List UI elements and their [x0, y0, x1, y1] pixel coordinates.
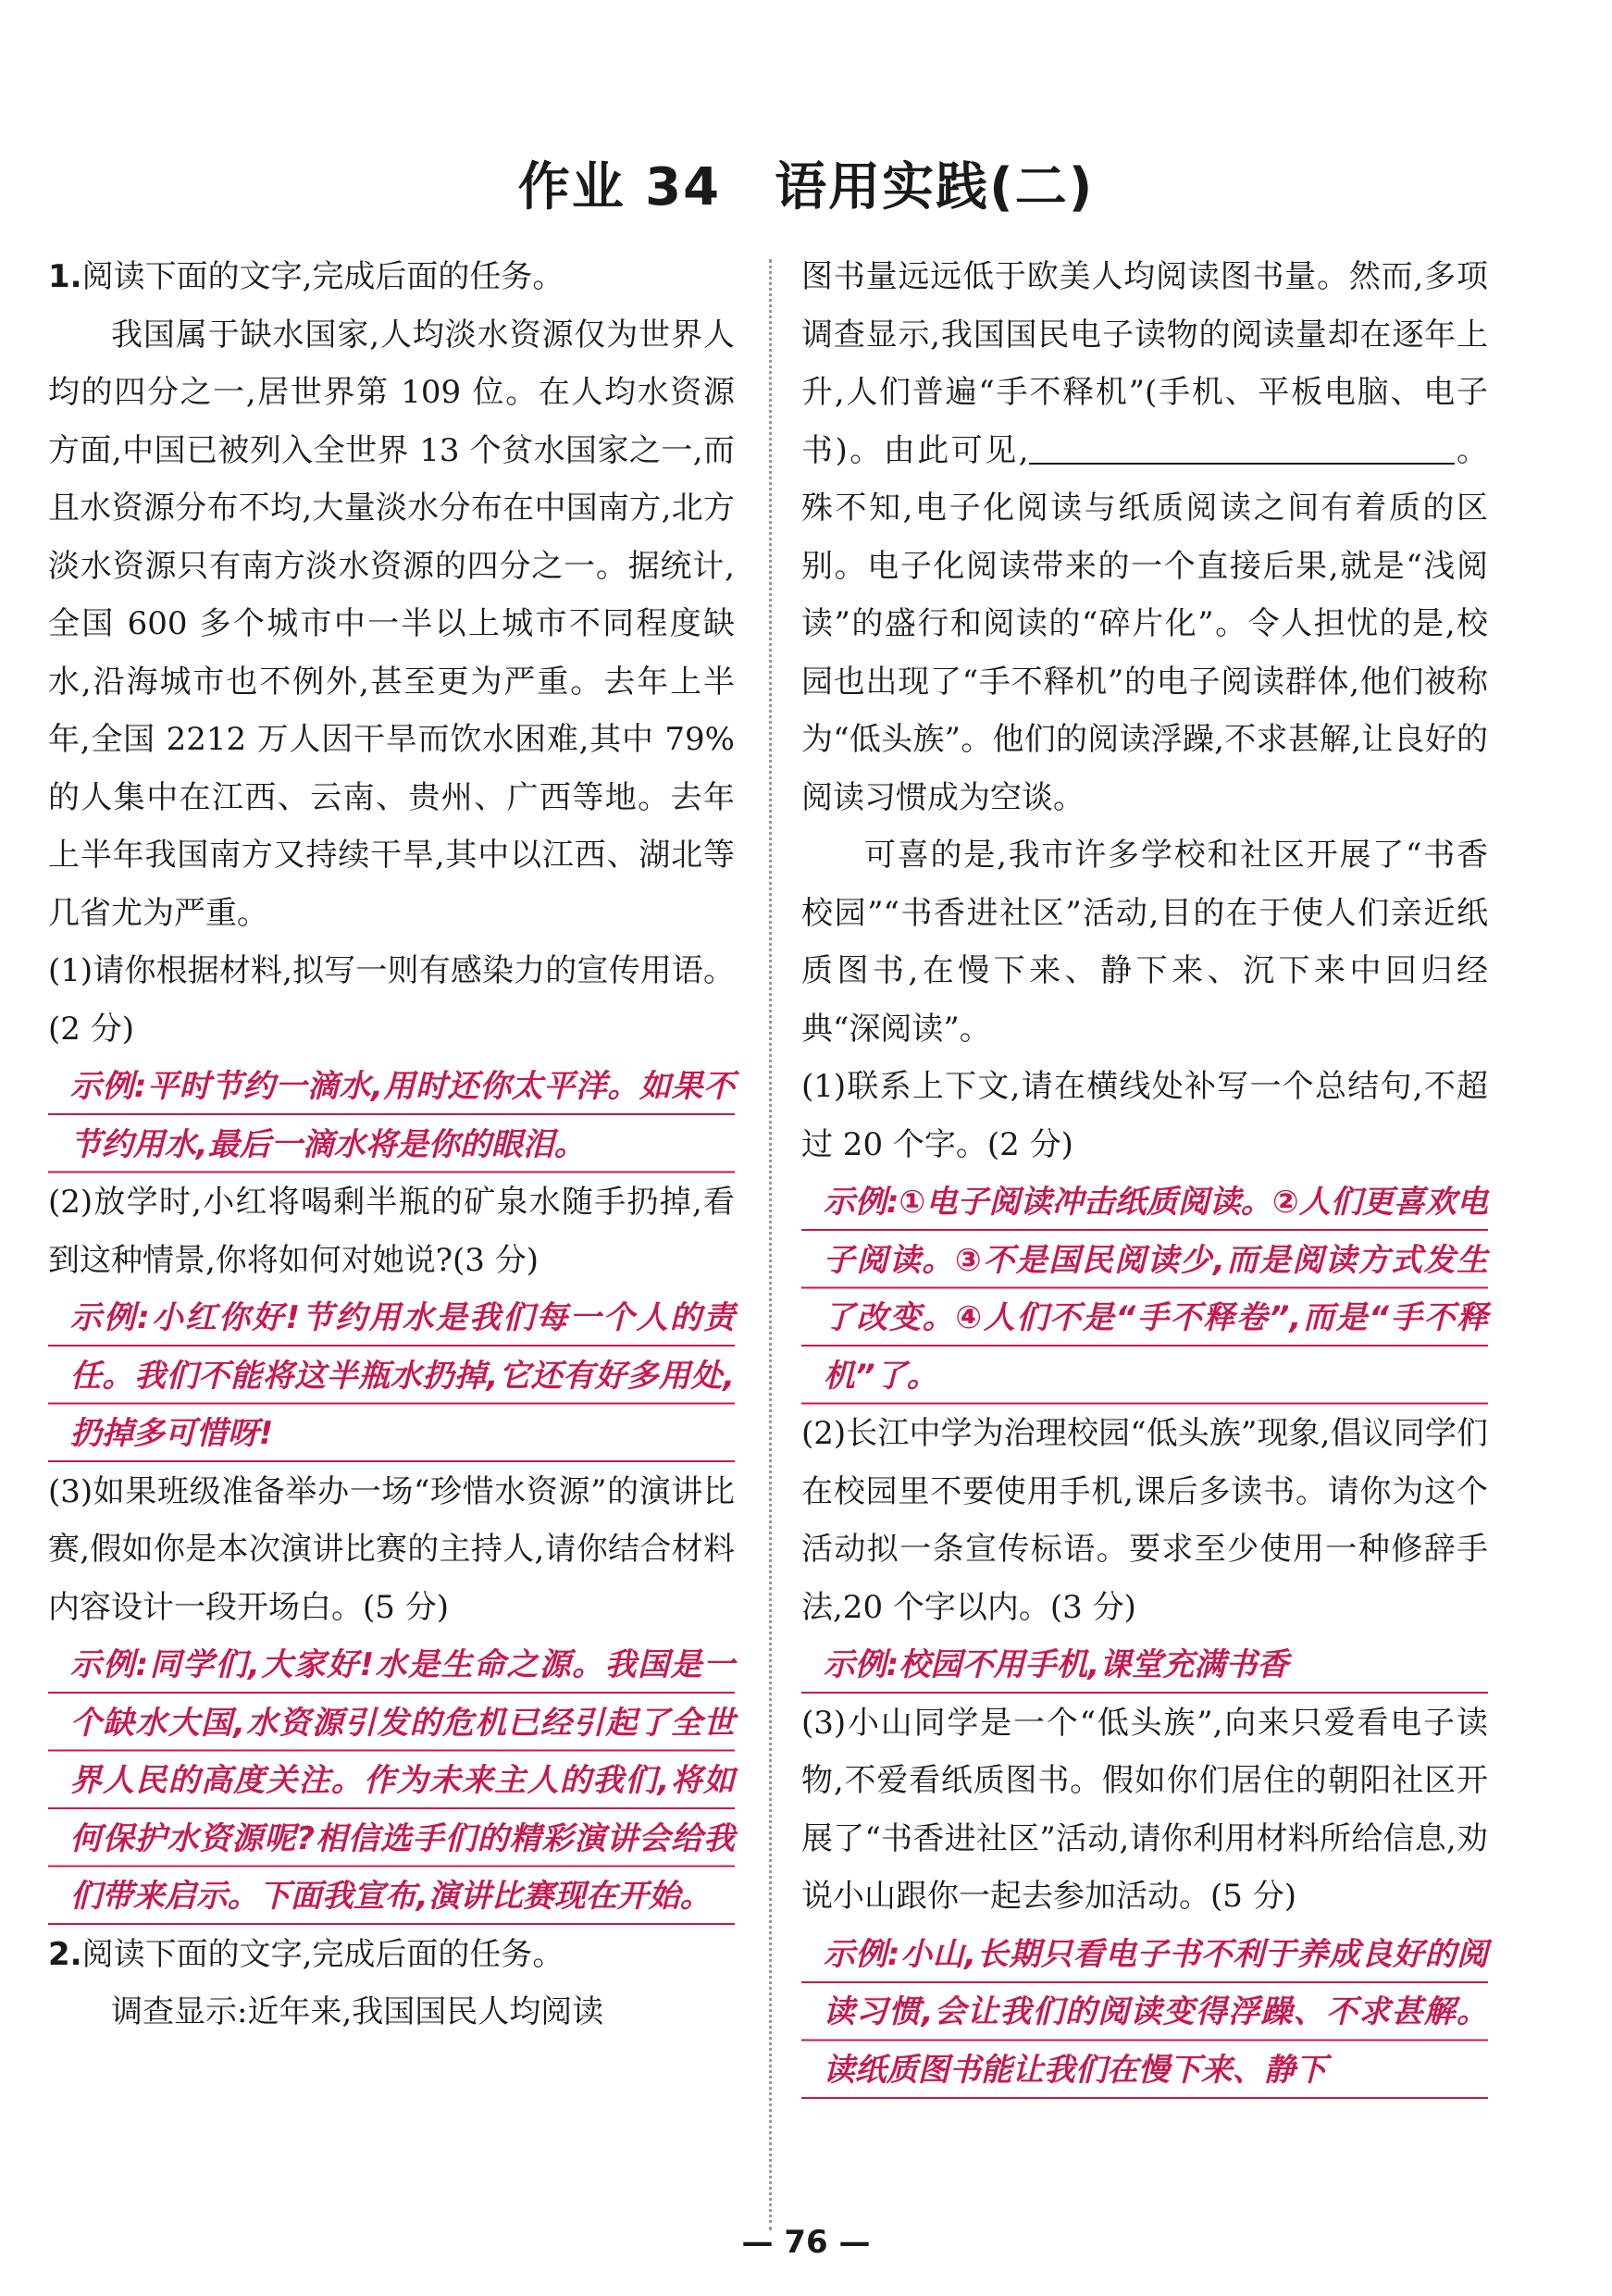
question-1-answer-2: 示例:小红你好!节约用水是我们每一个人的责任。我们不能将这半瓶水扔掉,它还有好多用处,扔掉多可惜呀! — [48, 1289, 735, 1463]
question-2-prompt: 阅读下面的文字,完成后面的任务。 — [81, 1935, 564, 1973]
question-1-sub-2: (2)放学时,小红将喝剩半瓶的矿泉水随手扔掉,看到这种情景,你将如何对她说?(3 分) — [48, 1184, 735, 1279]
column-divider — [769, 259, 772, 2230]
question-1-number: 1. — [48, 258, 82, 295]
question-2-passage-start: 调查显示:近年来,我国国民人均阅读 — [111, 1993, 604, 2030]
question-1-answer-3: 示例:同学们,大家好!水是生命之源。我国是一个缺水大国,水资源引发的危机已经引起了全世界人民的高度关注。作为未来主人的我们,将如何保护水资源呢?相信选手们的精彩演讲会给我们带来启示。下面我宣布,演讲比赛现在开始。 — [48, 1636, 735, 1926]
question-2-passage-continued — [801, 248, 1488, 826]
question-2-number: 2. — [48, 1935, 82, 1973]
question-2-header — [48, 1926, 735, 1984]
right-column — [801, 248, 1488, 2099]
question-2-passage-c: 。殊不知,电子化阅读与纸质阅读之间有着质的区别。电子化阅读带来的一个直接后果,就是“浅阅读”的盛行和阅读的“碎片化”。令人担忧的是,校园也出现了“手不释机”的电子阅读群体,他们被称为“低头族”。他们的阅读浮躁,不求甚解,让良好的阅读习惯成为空谈。 — [801, 431, 1489, 816]
question-2-sub-3: (3)小山同学是一个“低头族”,向来只爱看电子读物,不爱看纸质图书。假如你们居住的朝阳社区开展了“书香进社区”活动,请你利用材料所给信息,劝说小山跟你一起去参加活动。(5 分) — [801, 1704, 1488, 1915]
fill-blank-line-2 — [1103, 431, 1455, 465]
question-2-answer-2: 示例:校园不用手机,课堂充满书香 — [801, 1636, 1488, 1694]
question-2-answer-3: 示例:小山,长期只看电子书不利于养成良好的阅读习惯,会让我们的阅读变得浮躁、不求甚解。读纸质图书能让我们在慢下来、静下 — [801, 1926, 1488, 2100]
page-title: 作业 34 语用实践(二) — [517, 157, 1095, 217]
question-2-sub-1: (1)联系上下文,请在横线处补写一个总结句,不超过 20 个字。(2 分) — [801, 1068, 1488, 1163]
question-1-answer-1: 示例:平时节约一滴水,用时还你太平洋。如果不节约用水,最后一滴水将是你的眼泪。 — [48, 1058, 735, 1173]
question-1-sub-1: (1)请你根据材料,拟写一则有感染力的宣传用语。(2 分) — [48, 952, 735, 1048]
question-2-passage-b: 图书量远远低于欧美人均阅读图书量。然而,多项调查显示,我国国民电子读物的阅读量却在逐年上升,人们普遍“手不释机”(手机、平板电脑、电子书)。由此可见, — [801, 258, 1488, 469]
question-1-passage: 我国属于缺水国家,人均淡水资源仅为世界人均的四分之一,居世界第 109 位。在人均水资源方面,中国已被列入全世界 13 个贫水国家之一,而且水资源分布不均,大量淡水分布在中国南方,北方淡水资源只有南方淡水资源的四分之一。据统计,全国 600 多个城市中一半以上城市不同程度缺水,沿海城市也不例外,甚至更为严重。去年上半年,全国 2212 万人因干旱而饮水困难,其中 79% 的人集中在江西、云南、贵州、广西等地。去年上半年我国南方又持续干旱,其中以江西、湖北等几省尤为严重。 — [48, 316, 735, 932]
question-2-sub-2: (2)长江中学为治理校园“低头族”现象,倡议同学们在校园里不要使用手机,课后多读书。请你为这个活动拟一条宣传标语。要求至少使用一种修辞手法,20 个字以内。(3 分) — [801, 1415, 1488, 1626]
fill-blank-line — [1029, 431, 1103, 465]
question-2-answer-1: 示例:①电子阅读冲击纸质阅读。②人们更喜欢电子阅读。③不是国民阅读少,而是阅读方式发生了改变。④人们不是“手不释卷”,而是“手不释机”了。 — [801, 1173, 1488, 1405]
page-number: — 76 — — [741, 2224, 871, 2261]
question-1-prompt: 阅读下面的文字,完成后面的任务。 — [81, 258, 564, 295]
question-2-passage-d: 可喜的是,我市许多学校和社区开展了“书香校园”“书香进社区”活动,目的在于使人们亲近纸质图书,在慢下来、静下来、沉下来中回归经典“深阅读”。 — [801, 837, 1488, 1048]
question-1-sub-3: (3)如果班级准备举办一场“珍惜水资源”的演讲比赛,假如你是本次演讲比赛的主持人,请你结合材料内容设计一段开场白。(5 分) — [48, 1472, 735, 1626]
left-column — [48, 248, 735, 2042]
question-1-header — [48, 248, 735, 306]
